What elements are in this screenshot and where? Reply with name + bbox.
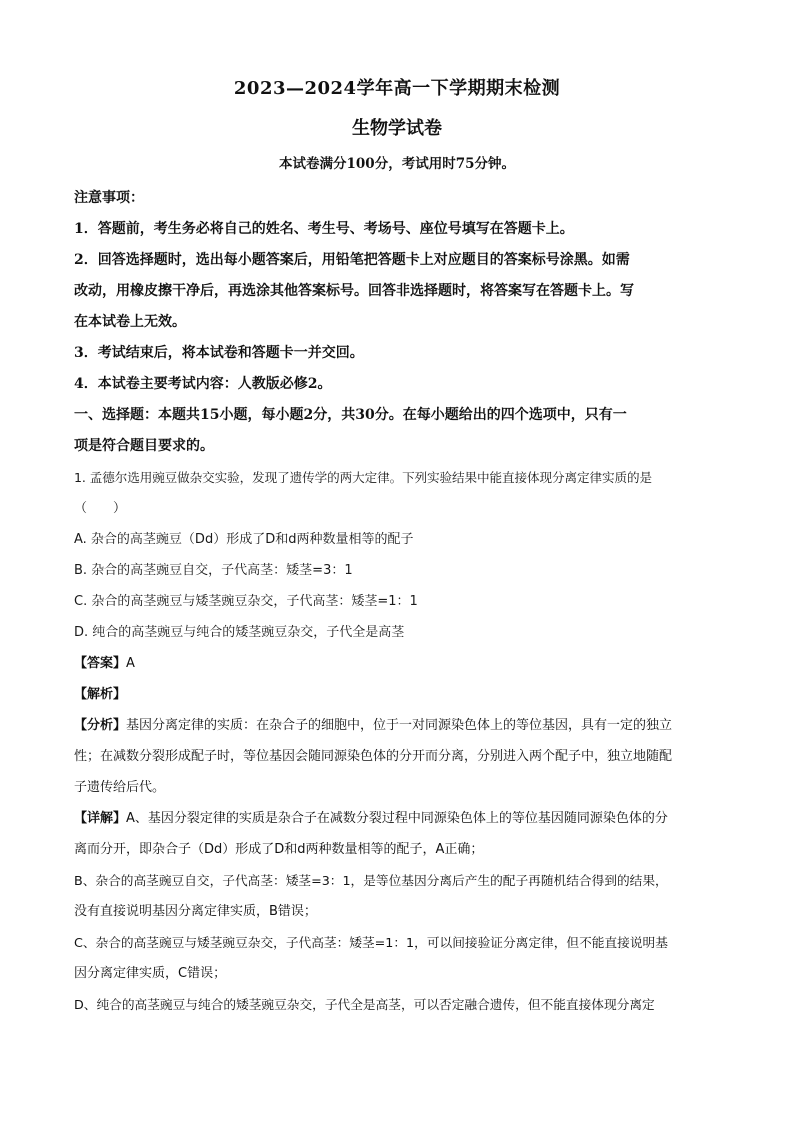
section-heading	[74, 400, 720, 462]
exam-title: 2023—2024学年高一下学期期末检测	[233, 78, 561, 99]
xiangjie-text: 没有直接说明基因分离定律实质，B错误；	[74, 904, 317, 919]
question-stem-blank: （ ）	[74, 501, 127, 516]
xiangjie-text: D、纯合的高茎豌豆与纯合的矮茎豌豆杂交，子代全是高茎，可以否定融合遗传，但不能直接体现分离定	[74, 997, 655, 1012]
option-b: B. 杂合的高茎豌豆自交，子代高茎：矮茎=3：1	[74, 563, 353, 578]
question-stem: 1. 孟德尔选用豌豆做杂交实验，发现了遗传学的两大定律。下列实验结果中能直接体现分离定律实质的是	[74, 470, 652, 485]
answer-line	[74, 648, 720, 679]
section-heading-line: 一、选择题：本题共15小题，每小题2分，共30分。在每小题给出的四个选项中，只有一	[74, 407, 627, 423]
exam-info: 本试卷满分100分，考试用时75分钟。	[279, 156, 515, 172]
fenxi-paragraph	[74, 710, 720, 741]
xiangjie-text: C、杂合的高茎豌豆与矮茎豌豆杂交，子代高茎：矮茎=1：1，可以间接验证分离定律，但不能直接说明基	[74, 935, 668, 950]
analysis-label: 【解析】	[74, 687, 127, 702]
answer-value: A	[126, 656, 135, 671]
xiangjie-paragraph	[74, 803, 720, 834]
analysis-line	[74, 679, 720, 710]
notice-item: 2．回答选择题时，选出每小题答案后，用铅笔把答题卡上对应题目的答案标号涂黑。如需	[74, 252, 630, 268]
exam-subtitle: 生物学试卷	[352, 118, 442, 139]
xiangjie-text: 因分离定律实质，C错误；	[74, 966, 227, 981]
xiangjie-label: 【详解】	[74, 811, 127, 826]
option-a: A. 杂合的高茎豌豆（Dd）形成了D和d两种数量相等的配子	[74, 532, 414, 547]
notice-section	[74, 183, 720, 400]
notice-item: 4．本试卷主要考试内容：人教版必修2。	[74, 376, 332, 392]
notice-item: 改动，用橡皮擦干净后，再选涂其他答案标号。回答非选择题时，将答案写在答题卡上。写	[74, 283, 634, 299]
fenxi-text: 子遗传给后代。	[74, 780, 166, 795]
xiangjie-text: A、基因分裂定律的实质是杂合子在减数分裂过程中同源染色体上的等位基因随同源染色体的分	[126, 811, 668, 826]
notice-item: 1．答题前，考生务必将自己的姓名、考生号、考场号、座位号填写在答题卡上。	[74, 221, 574, 237]
notice-item: 3．考试结束后，将本试卷和答题卡一并交回。	[74, 345, 364, 361]
notice-heading: 注意事项：	[74, 190, 144, 206]
question-1	[74, 462, 720, 1020]
answer-label: 【答案】	[74, 656, 127, 671]
fenxi-text: 性；在减数分裂形成配子时，等位基因会随同源染色体的分开而分离，分别进入两个配子中，独立地随配	[74, 749, 673, 764]
section-heading-line: 项是符合题目要求的。	[74, 438, 214, 454]
xiangjie-text: B、杂合的高茎豌豆自交，子代高茎：矮茎=3：1，是等位基因分离后产生的配子再随机结合得到的结果，	[74, 873, 668, 888]
fenxi-text: 基因分离定律的实质：在杂合子的细胞中，位于一对同源染色体上的等位基因，具有一定的独立	[126, 718, 673, 733]
option-c: C. 杂合的高茎豌豆与矮茎豌豆杂交，子代高茎：矮茎=1：1	[74, 594, 418, 609]
xiangjie-text: 离而分开，即杂合子（Dd）形成了D和d两种数量相等的配子，A正确；	[74, 842, 484, 857]
option-d: D. 纯合的高茎豌豆与纯合的矮茎豌豆杂交，子代全是高茎	[74, 625, 405, 640]
notice-item: 在本试卷上无效。	[74, 314, 186, 330]
fenxi-label: 【分析】	[74, 718, 127, 733]
